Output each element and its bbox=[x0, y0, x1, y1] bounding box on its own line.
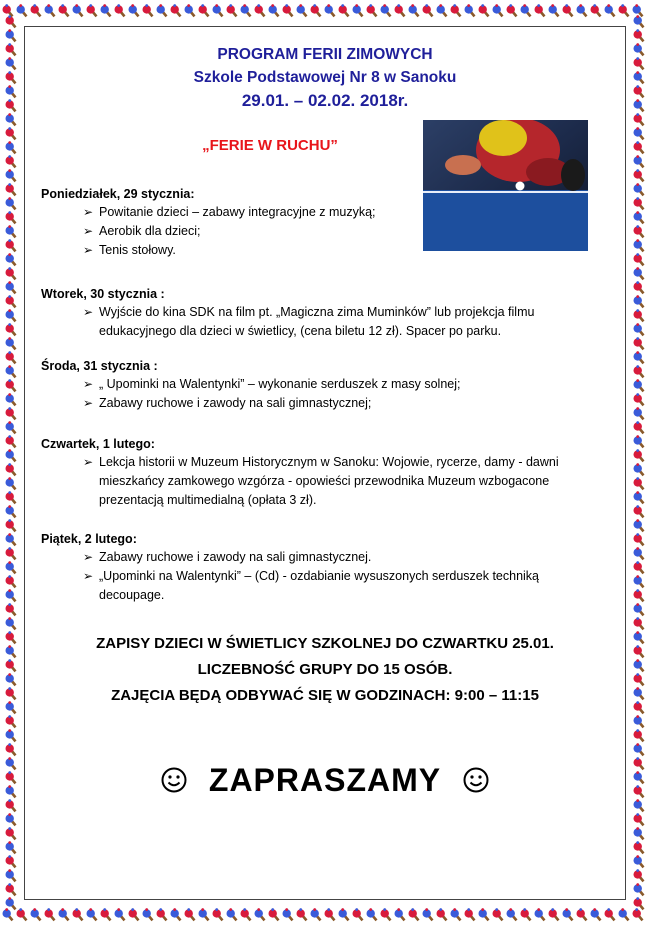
arrow-bullet-icon: ➢ bbox=[83, 243, 94, 257]
ping-pong-paddle-icon bbox=[4, 210, 19, 226]
ping-pong-paddle-icon bbox=[267, 907, 282, 923]
ping-pong-paddle-icon bbox=[4, 518, 19, 534]
ping-pong-paddle-icon bbox=[632, 182, 647, 198]
ping-pong-paddle-icon bbox=[632, 168, 647, 184]
ping-pong-paddle-icon bbox=[632, 140, 647, 156]
ping-pong-paddle-icon bbox=[4, 490, 19, 506]
ping-pong-paddle-icon bbox=[4, 462, 19, 478]
ping-pong-paddle-icon bbox=[632, 126, 647, 142]
ping-pong-paddle-icon bbox=[197, 907, 212, 923]
ping-pong-paddle-icon bbox=[239, 907, 254, 923]
ping-pong-paddle-icon bbox=[4, 826, 19, 842]
invitation bbox=[25, 762, 625, 799]
ping-pong-paddle-icon bbox=[309, 3, 324, 19]
ping-pong-paddle-icon bbox=[113, 3, 128, 19]
ping-pong-paddle-icon bbox=[632, 434, 647, 450]
ping-pong-paddle-icon bbox=[561, 907, 576, 923]
ping-pong-paddle-icon bbox=[632, 84, 647, 100]
ping-pong-paddle-icon bbox=[351, 907, 366, 923]
poster-page bbox=[24, 26, 626, 900]
ping-pong-paddle-icon bbox=[632, 546, 647, 562]
ping-pong-paddle-icon bbox=[632, 868, 647, 884]
ping-pong-paddle-icon bbox=[505, 907, 520, 923]
ping-pong-paddle-icon bbox=[4, 532, 19, 548]
ping-pong-paddle-icon bbox=[4, 714, 19, 730]
ping-pong-paddle-icon bbox=[632, 252, 647, 268]
ping-pong-paddle-icon bbox=[435, 3, 450, 19]
list-item: ➢ „Upominki na Walentynki” – (Cd) - ozdabianie wysuszonych serduszek techniką decoupage. bbox=[83, 569, 540, 602]
info-line-1: ZAPISY DZIECI W ŚWIETLICY SZKOLNEJ DO CZWARTKU 25.01. bbox=[96, 635, 554, 652]
ping-pong-paddle-icon bbox=[505, 3, 520, 19]
ping-pong-paddle-icon bbox=[4, 280, 19, 296]
ping-pong-paddle-icon bbox=[4, 238, 19, 254]
ping-pong-paddle-icon bbox=[4, 140, 19, 156]
ping-pong-paddle-icon bbox=[295, 907, 310, 923]
arrow-bullet-icon: ➢ bbox=[83, 377, 94, 391]
info-line-2: LICZEBNOŚĆ GRUPY DO 15 OSÓB. bbox=[197, 661, 453, 678]
day-thursday bbox=[41, 435, 601, 510]
ping-pong-paddle-icon bbox=[632, 882, 647, 898]
ping-pong-paddle-icon bbox=[211, 907, 226, 923]
ping-pong-paddle-icon bbox=[632, 672, 647, 688]
ping-pong-paddle-icon bbox=[4, 182, 19, 198]
day-friday bbox=[41, 530, 601, 605]
ping-pong-paddle-icon bbox=[4, 672, 19, 688]
ping-pong-paddle-icon bbox=[632, 196, 647, 212]
ping-pong-paddle-icon bbox=[632, 28, 647, 44]
ping-pong-paddle-icon bbox=[4, 630, 19, 646]
ping-pong-paddle-icon bbox=[632, 812, 647, 828]
ping-pong-paddle-icon bbox=[4, 896, 19, 912]
ping-pong-paddle-icon bbox=[4, 308, 19, 324]
ping-pong-paddle-icon bbox=[632, 854, 647, 870]
day-label: Środa, 31 stycznia : bbox=[41, 359, 158, 373]
ping-pong-paddle-icon bbox=[155, 907, 170, 923]
arrow-bullet-icon: ➢ bbox=[83, 455, 94, 469]
ping-pong-paddle-icon bbox=[57, 3, 72, 19]
ping-pong-paddle-icon bbox=[421, 907, 436, 923]
arrow-bullet-icon: ➢ bbox=[83, 224, 94, 238]
arrow-bullet-icon: ➢ bbox=[83, 550, 94, 564]
ping-pong-paddle-icon bbox=[4, 658, 19, 674]
ping-pong-paddle-icon bbox=[4, 868, 19, 884]
ping-pong-paddle-icon bbox=[183, 907, 198, 923]
decorative-border-left bbox=[0, 0, 22, 926]
list-item: ➢ Wyjście do kina SDK na film pt. „Magiczna zima Muminków” lub projekcja filmu edukacyjnego dla dzieci w świetlicy, (cena biletu 12 zł). Spacer po parku. bbox=[83, 305, 535, 338]
ping-pong-paddle-icon bbox=[632, 266, 647, 282]
ping-pong-paddle-icon bbox=[393, 3, 408, 19]
ping-pong-paddle-icon bbox=[632, 294, 647, 310]
ping-pong-paddle-icon bbox=[85, 3, 100, 19]
info-line-3: ZAJĘCIA BĘDĄ ODBYWAĆ SIĘ W GODZINACH: 9:00 – 11:15 bbox=[111, 687, 539, 704]
ping-pong-paddle-icon bbox=[4, 756, 19, 772]
ping-pong-paddle-icon bbox=[141, 3, 156, 19]
arrow-bullet-icon: ➢ bbox=[83, 305, 94, 319]
ping-pong-paddle-icon bbox=[267, 3, 282, 19]
ping-pong-paddle-icon bbox=[4, 420, 19, 436]
ping-pong-paddle-icon bbox=[407, 907, 422, 923]
ping-pong-paddle-icon bbox=[4, 854, 19, 870]
ping-pong-paddle-icon bbox=[632, 364, 647, 380]
smiley-face-icon bbox=[463, 767, 489, 793]
ping-pong-paddle-icon bbox=[379, 907, 394, 923]
ping-pong-paddle-icon bbox=[4, 14, 19, 30]
ping-pong-paddle-icon bbox=[4, 700, 19, 716]
ping-pong-paddle-icon bbox=[4, 504, 19, 520]
list-item: ➢ Zabawy ruchowe i zawody na sali gimnastycznej; bbox=[83, 394, 601, 413]
ping-pong-paddle-icon bbox=[4, 112, 19, 128]
ping-pong-paddle-icon bbox=[632, 112, 647, 128]
invitation-text: ZAPRASZAMY bbox=[208, 762, 442, 798]
ping-pong-paddle-icon bbox=[197, 3, 212, 19]
title-line-3: 29.01. – 02.02. 2018r. bbox=[241, 91, 409, 110]
ping-pong-paddle-icon bbox=[239, 3, 254, 19]
ping-pong-paddle-icon bbox=[4, 574, 19, 590]
ping-pong-paddle-icon bbox=[4, 336, 19, 352]
ping-pong-paddle-icon bbox=[491, 907, 506, 923]
ping-pong-paddle-icon bbox=[4, 70, 19, 86]
ping-pong-paddle-icon bbox=[491, 3, 506, 19]
ping-pong-paddle-icon bbox=[323, 3, 338, 19]
ping-pong-paddle-icon bbox=[281, 3, 296, 19]
ping-pong-paddle-icon bbox=[211, 3, 226, 19]
ping-pong-paddle-icon bbox=[4, 616, 19, 632]
ping-pong-paddle-icon bbox=[632, 532, 647, 548]
ping-pong-paddle-icon bbox=[589, 3, 604, 19]
ping-pong-paddle-icon bbox=[183, 3, 198, 19]
day-monday bbox=[41, 185, 601, 260]
ping-pong-paddle-icon bbox=[632, 308, 647, 324]
day-wednesday bbox=[41, 357, 601, 413]
ping-pong-paddle-icon bbox=[225, 907, 240, 923]
ping-pong-paddle-icon bbox=[71, 3, 86, 19]
ping-pong-paddle-icon bbox=[632, 462, 647, 478]
ping-pong-paddle-icon bbox=[127, 907, 142, 923]
ping-pong-paddle-icon bbox=[463, 3, 478, 19]
ping-pong-paddle-icon bbox=[421, 3, 436, 19]
ping-pong-paddle-icon bbox=[632, 238, 647, 254]
list-item: ➢ „ Upominki na Walentynki” – wykonanie serduszek z masy solnej; bbox=[83, 375, 601, 394]
decorative-border-right bbox=[628, 0, 650, 926]
ping-pong-paddle-icon bbox=[632, 392, 647, 408]
ping-pong-paddle-icon bbox=[632, 98, 647, 114]
ping-pong-paddle-icon bbox=[253, 907, 268, 923]
day-label: Czwartek, 1 lutego: bbox=[41, 437, 155, 451]
ping-pong-paddle-icon bbox=[632, 406, 647, 422]
ping-pong-paddle-icon bbox=[4, 28, 19, 44]
ping-pong-paddle-icon bbox=[632, 70, 647, 86]
arrow-bullet-icon: ➢ bbox=[83, 205, 94, 219]
ping-pong-paddle-icon bbox=[632, 280, 647, 296]
ping-pong-paddle-icon bbox=[29, 907, 44, 923]
list-item: ➢ Powitanie dzieci – zabawy integracyjne z muzyką; bbox=[83, 203, 601, 222]
ping-pong-paddle-icon bbox=[85, 907, 100, 923]
ping-pong-paddle-icon bbox=[4, 392, 19, 408]
ping-pong-paddle-icon bbox=[477, 3, 492, 19]
ping-pong-paddle-icon bbox=[4, 686, 19, 702]
ping-pong-paddle-icon bbox=[632, 616, 647, 632]
ping-pong-paddle-icon bbox=[4, 798, 19, 814]
ping-pong-paddle-icon bbox=[632, 350, 647, 366]
ping-pong-paddle-icon bbox=[337, 907, 352, 923]
ping-pong-paddle-icon bbox=[449, 907, 464, 923]
ping-pong-paddle-icon bbox=[632, 728, 647, 744]
arrow-bullet-icon: ➢ bbox=[83, 396, 94, 410]
ping-pong-paddle-icon bbox=[632, 658, 647, 674]
ping-pong-paddle-icon bbox=[632, 504, 647, 520]
ping-pong-paddle-icon bbox=[4, 350, 19, 366]
ping-pong-paddle-icon bbox=[4, 448, 19, 464]
ping-pong-paddle-icon bbox=[603, 3, 618, 19]
ping-pong-paddle-icon bbox=[4, 742, 19, 758]
ping-pong-paddle-icon bbox=[4, 224, 19, 240]
decorative-border-top bbox=[0, 0, 650, 22]
day-label: Wtorek, 30 stycznia : bbox=[41, 287, 165, 301]
ping-pong-paddle-icon bbox=[127, 3, 142, 19]
ping-pong-paddle-icon bbox=[295, 3, 310, 19]
ping-pong-paddle-icon bbox=[4, 168, 19, 184]
ping-pong-paddle-icon bbox=[4, 406, 19, 422]
ping-pong-paddle-icon bbox=[632, 560, 647, 576]
ping-pong-paddle-icon bbox=[632, 56, 647, 72]
ping-pong-paddle-icon bbox=[632, 378, 647, 394]
ping-pong-paddle-icon bbox=[575, 3, 590, 19]
ping-pong-paddle-icon bbox=[632, 490, 647, 506]
ping-pong-paddle-icon bbox=[632, 714, 647, 730]
ping-pong-paddle-icon bbox=[632, 756, 647, 772]
ping-pong-paddle-icon bbox=[71, 907, 86, 923]
poster-title bbox=[25, 43, 625, 112]
ping-pong-paddle-icon bbox=[407, 3, 422, 19]
ping-pong-paddle-icon bbox=[99, 907, 114, 923]
ping-pong-paddle-icon bbox=[435, 907, 450, 923]
ping-pong-paddle-icon bbox=[533, 907, 548, 923]
poster-subtitle: „FERIE W RUCHU” bbox=[202, 137, 338, 154]
ping-pong-paddle-icon bbox=[43, 907, 58, 923]
ping-pong-paddle-icon bbox=[632, 826, 647, 842]
ping-pong-paddle-icon bbox=[4, 728, 19, 744]
ping-pong-paddle-icon bbox=[632, 686, 647, 702]
ping-pong-paddle-icon bbox=[4, 644, 19, 660]
ping-pong-paddle-icon bbox=[337, 3, 352, 19]
ping-pong-paddle-icon bbox=[4, 840, 19, 856]
registration-info bbox=[25, 631, 625, 709]
ping-pong-paddle-icon bbox=[632, 798, 647, 814]
ping-pong-paddle-icon bbox=[632, 588, 647, 604]
ping-pong-paddle-icon bbox=[4, 56, 19, 72]
ping-pong-paddle-icon bbox=[632, 840, 647, 856]
ping-pong-paddle-icon bbox=[4, 42, 19, 58]
ping-pong-paddle-icon bbox=[547, 907, 562, 923]
ping-pong-paddle-icon bbox=[29, 3, 44, 19]
ping-pong-paddle-icon bbox=[632, 224, 647, 240]
ping-pong-paddle-icon bbox=[575, 907, 590, 923]
ping-pong-paddle-icon bbox=[113, 907, 128, 923]
ping-pong-paddle-icon bbox=[547, 3, 562, 19]
ping-pong-paddle-icon bbox=[169, 3, 184, 19]
ping-pong-paddle-icon bbox=[393, 907, 408, 923]
title-line-1: PROGRAM FERII ZIMOWYCH bbox=[217, 46, 433, 63]
ping-pong-paddle-icon bbox=[632, 630, 647, 646]
ping-pong-paddle-icon bbox=[4, 546, 19, 562]
ping-pong-paddle-icon bbox=[4, 434, 19, 450]
ping-pong-paddle-icon bbox=[169, 907, 184, 923]
ping-pong-paddle-icon bbox=[4, 378, 19, 394]
ping-pong-paddle-icon bbox=[4, 294, 19, 310]
ping-pong-paddle-icon bbox=[632, 154, 647, 170]
ping-pong-paddle-icon bbox=[4, 266, 19, 282]
ping-pong-paddle-icon bbox=[561, 3, 576, 19]
ping-pong-paddle-icon bbox=[4, 882, 19, 898]
ping-pong-paddle-icon bbox=[225, 3, 240, 19]
ping-pong-paddle-icon bbox=[4, 84, 19, 100]
ping-pong-paddle-icon bbox=[632, 42, 647, 58]
ping-pong-paddle-icon bbox=[4, 784, 19, 800]
decorative-border-bottom bbox=[0, 904, 650, 926]
list-item: ➢ Tenis stołowy. bbox=[83, 241, 601, 260]
ping-pong-paddle-icon bbox=[463, 907, 478, 923]
ping-pong-paddle-icon bbox=[632, 700, 647, 716]
ping-pong-paddle-icon bbox=[323, 907, 338, 923]
smiley-face-icon bbox=[161, 767, 187, 793]
ping-pong-paddle-icon bbox=[632, 322, 647, 338]
ping-pong-paddle-icon bbox=[632, 770, 647, 786]
ping-pong-paddle-icon bbox=[632, 602, 647, 618]
ping-pong-paddle-icon bbox=[4, 602, 19, 618]
ping-pong-paddle-icon bbox=[632, 14, 647, 30]
ping-pong-paddle-icon bbox=[632, 420, 647, 436]
ping-pong-paddle-icon bbox=[632, 644, 647, 660]
ping-pong-paddle-icon bbox=[603, 907, 618, 923]
ping-pong-paddle-icon bbox=[632, 210, 647, 226]
ping-pong-paddle-icon bbox=[4, 812, 19, 828]
list-item: ➢ Lekcja historii w Muzeum Historycznym w Sanoku: Wojowie, rycerze, damy - dawni mieszkańcy zamkowego wzgórza - opowieści przewodnika Muzeum wzbogacone prezentacją multimedialną (opłata 3 zł). bbox=[83, 455, 559, 507]
ping-pong-paddle-icon bbox=[4, 98, 19, 114]
ping-pong-paddle-icon bbox=[589, 907, 604, 923]
ping-pong-paddle-icon bbox=[365, 907, 380, 923]
ping-pong-paddle-icon bbox=[4, 322, 19, 338]
ping-pong-paddle-icon bbox=[4, 476, 19, 492]
ping-pong-paddle-icon bbox=[365, 3, 380, 19]
ping-pong-paddle-icon bbox=[632, 574, 647, 590]
ping-pong-paddle-icon bbox=[253, 3, 268, 19]
arrow-bullet-icon: ➢ bbox=[83, 569, 94, 583]
ping-pong-paddle-icon bbox=[4, 364, 19, 380]
ping-pong-paddle-icon bbox=[4, 252, 19, 268]
ping-pong-paddle-icon bbox=[519, 3, 534, 19]
list-item: ➢ Aerobik dla dzieci; bbox=[83, 222, 601, 241]
title-line-2: Szkole Podstawowej Nr 8 w Sanoku bbox=[193, 69, 457, 86]
ping-pong-paddle-icon bbox=[4, 588, 19, 604]
ping-pong-paddle-icon bbox=[632, 742, 647, 758]
ping-pong-paddle-icon bbox=[309, 907, 324, 923]
ping-pong-paddle-icon bbox=[449, 3, 464, 19]
ping-pong-paddle-icon bbox=[477, 907, 492, 923]
ping-pong-paddle-icon bbox=[281, 907, 296, 923]
ping-pong-paddle-icon bbox=[351, 3, 366, 19]
ping-pong-paddle-icon bbox=[99, 3, 114, 19]
ping-pong-paddle-icon bbox=[4, 770, 19, 786]
ping-pong-paddle-icon bbox=[4, 154, 19, 170]
ping-pong-paddle-icon bbox=[155, 3, 170, 19]
ping-pong-paddle-icon bbox=[533, 3, 548, 19]
ping-pong-paddle-icon bbox=[632, 518, 647, 534]
ping-pong-paddle-icon bbox=[632, 336, 647, 352]
ping-pong-paddle-icon bbox=[4, 196, 19, 212]
list-item: ➢ Zabawy ruchowe i zawody na sali gimnastycznej. bbox=[83, 548, 601, 567]
ping-pong-paddle-icon bbox=[4, 126, 19, 142]
ping-pong-paddle-icon bbox=[379, 3, 394, 19]
ping-pong-paddle-icon bbox=[632, 896, 647, 912]
day-label: Piątek, 2 lutego: bbox=[41, 532, 137, 546]
ping-pong-paddle-icon bbox=[632, 784, 647, 800]
day-tuesday bbox=[41, 285, 601, 341]
ping-pong-paddle-icon bbox=[4, 560, 19, 576]
ping-pong-paddle-icon bbox=[519, 907, 534, 923]
ping-pong-paddle-icon bbox=[632, 448, 647, 464]
ping-pong-paddle-icon bbox=[632, 476, 647, 492]
ping-pong-paddle-icon bbox=[43, 3, 58, 19]
day-label: Poniedziałek, 29 stycznia: bbox=[41, 187, 195, 201]
ping-pong-paddle-icon bbox=[141, 907, 156, 923]
ping-pong-paddle-icon bbox=[57, 907, 72, 923]
